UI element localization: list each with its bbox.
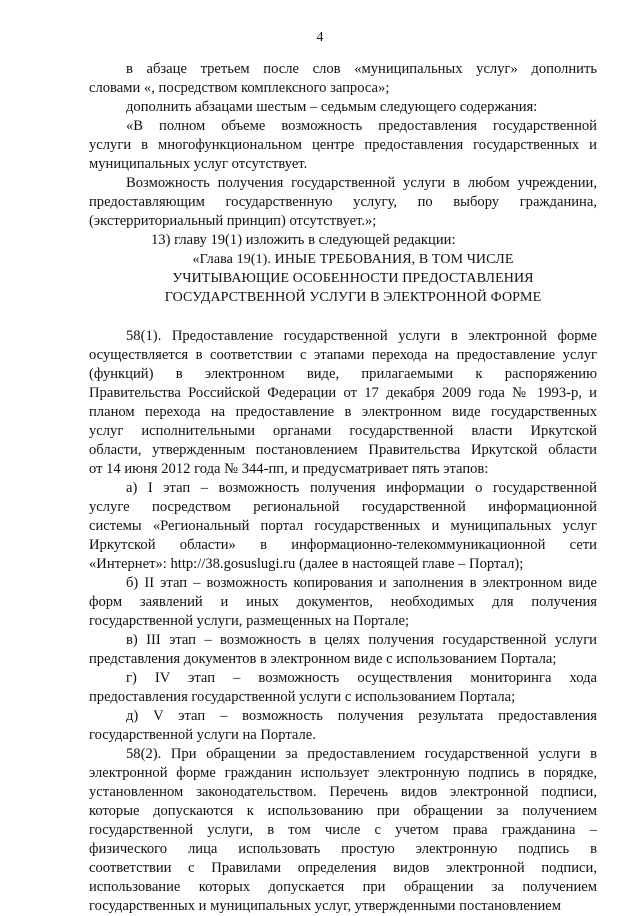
- text-line: осуществляется в соответствии с этапами перехода на предоставление услуг: [89, 347, 597, 363]
- text-line: услуги в многофункциональном центре предоставления государственных и: [89, 137, 597, 153]
- text-line: государственной услуги на Портале.: [89, 727, 316, 743]
- paragraph: [89, 707, 597, 745]
- text-line: 58(2). При обращении за предоставлением государственной услуги в: [126, 746, 597, 762]
- paragraph: [89, 631, 597, 669]
- paragraph: [89, 60, 597, 98]
- text-line: области, утвержденным постановлением Правительства Иркутской области: [89, 442, 597, 458]
- text-line: в абзаце третьем после слов «муниципальных услуг» дополнить: [126, 61, 597, 77]
- text-line: услуге посредством региональной государственной информационной: [89, 499, 597, 515]
- page-number: 4: [316, 29, 324, 44]
- text-line: «Интернет»: http://38.gosuslugi.ru (далее в настоящей главе – Портал);: [89, 556, 524, 572]
- paragraph: [89, 231, 597, 250]
- text-line: муниципальных услуг отсутствует.: [89, 156, 308, 172]
- text-line: соответствии с Правилами определения видов электронной подписи,: [89, 860, 597, 876]
- text-line: которые допускаются к использованию при обращении за получением: [89, 803, 597, 819]
- text-line: д) V этап – возможность получения результата предоставления: [126, 708, 597, 724]
- paragraph: [89, 327, 597, 479]
- text-line: словами «, посредством комплексного запроса»;: [89, 80, 390, 96]
- document-body: [89, 60, 597, 916]
- text-line: дополнить абзацами шестым – седьмым следующего содержания:: [126, 99, 538, 115]
- text-line: б) II этап – возможность копирования и заполнения в электронном виде: [126, 575, 597, 591]
- text-line: предоставляющим государственную услугу, по выбору гражданина,: [89, 194, 597, 210]
- text-line: ГОСУДАРСТВЕННОЙ УСЛУГИ В ЭЛЕКТРОННОЙ ФОРМЕ: [164, 290, 542, 305]
- text-line: 58(1). Предоставление государственной услуги в электронной форме: [126, 328, 597, 344]
- text-line: 13) главу 19(1) изложить в следующей редакции:: [151, 232, 456, 248]
- text-line: (функций) в электронном виде, прилагаемыми к распоряжению: [89, 366, 597, 382]
- text-line: Правительства Российской Федерации от 17 декабря 2009 года № 1993-р, и: [89, 385, 597, 401]
- text-line: «В полном объеме возможность предоставления государственной: [126, 118, 597, 134]
- text-line: государственной услуги, в том числе с учетом права гражданина –: [89, 822, 597, 838]
- text-line: представления документов в электронном виде с использованием Портала;: [89, 651, 557, 667]
- paragraph: [89, 479, 597, 574]
- text-line: государственной услуги, размещенных на Портале;: [89, 613, 410, 629]
- text-line: установленном законодательством. Перечень видов электронной подписи,: [89, 784, 597, 800]
- text-line: (экстерриториальный принцип) отсутствует.»;: [89, 213, 377, 229]
- text-line: г) IV этап – возможность осуществления мониторинга хода: [126, 670, 597, 686]
- text-line: планом перехода на предоставление в электронном виде государственных: [89, 404, 597, 420]
- text-line: предоставления государственной услуги с использованием Портала;: [89, 689, 516, 705]
- text-line: системы «Региональный портал государственных и муниципальных услуг: [89, 518, 597, 534]
- spacer: [89, 307, 597, 327]
- text-line: от 14 июня 2012 года № 344-пп, и предусматривает пять этапов:: [89, 461, 489, 477]
- chapter-title: [89, 250, 597, 307]
- text-line: физического лица использовать простую электронную подпись в: [89, 841, 597, 857]
- paragraph: [89, 117, 597, 174]
- text-line: Возможность получения государственной услуги в любом учреждении,: [126, 175, 597, 191]
- text-line: Иркутской области» в информационно-телекоммуникационной сети: [89, 537, 597, 553]
- text-line: в) III этап – возможность в целях получения государственной услуги: [126, 632, 597, 648]
- paragraph: [89, 669, 597, 707]
- paragraph: [89, 745, 597, 916]
- text-line: государственных и муниципальных услуг, утвержденными постановлением: [89, 898, 562, 914]
- text-line: УЧИТЫВАЮЩИЕ ОСОБЕННОСТИ ПРЕДОСТАВЛЕНИЯ: [172, 271, 534, 286]
- text-line: «Глава 19(1). ИНЫЕ ТРЕБОВАНИЯ, В ТОМ ЧИСЛЕ: [192, 252, 514, 267]
- text-line: услуг исполнительными органами государственной власти Иркутской: [89, 423, 597, 439]
- text-line: электронной форме гражданин использует электронную подпись в порядке,: [89, 765, 597, 781]
- text-line: использование которых допускается при обращении за получением: [89, 879, 597, 895]
- paragraph: [89, 174, 597, 231]
- text-line: а) I этап – возможность получения информации о государственной: [126, 480, 597, 496]
- paragraph: [89, 574, 597, 631]
- paragraph: [89, 98, 597, 117]
- text-line: форм заявлений и иных документов, необходимых для получения: [89, 594, 597, 610]
